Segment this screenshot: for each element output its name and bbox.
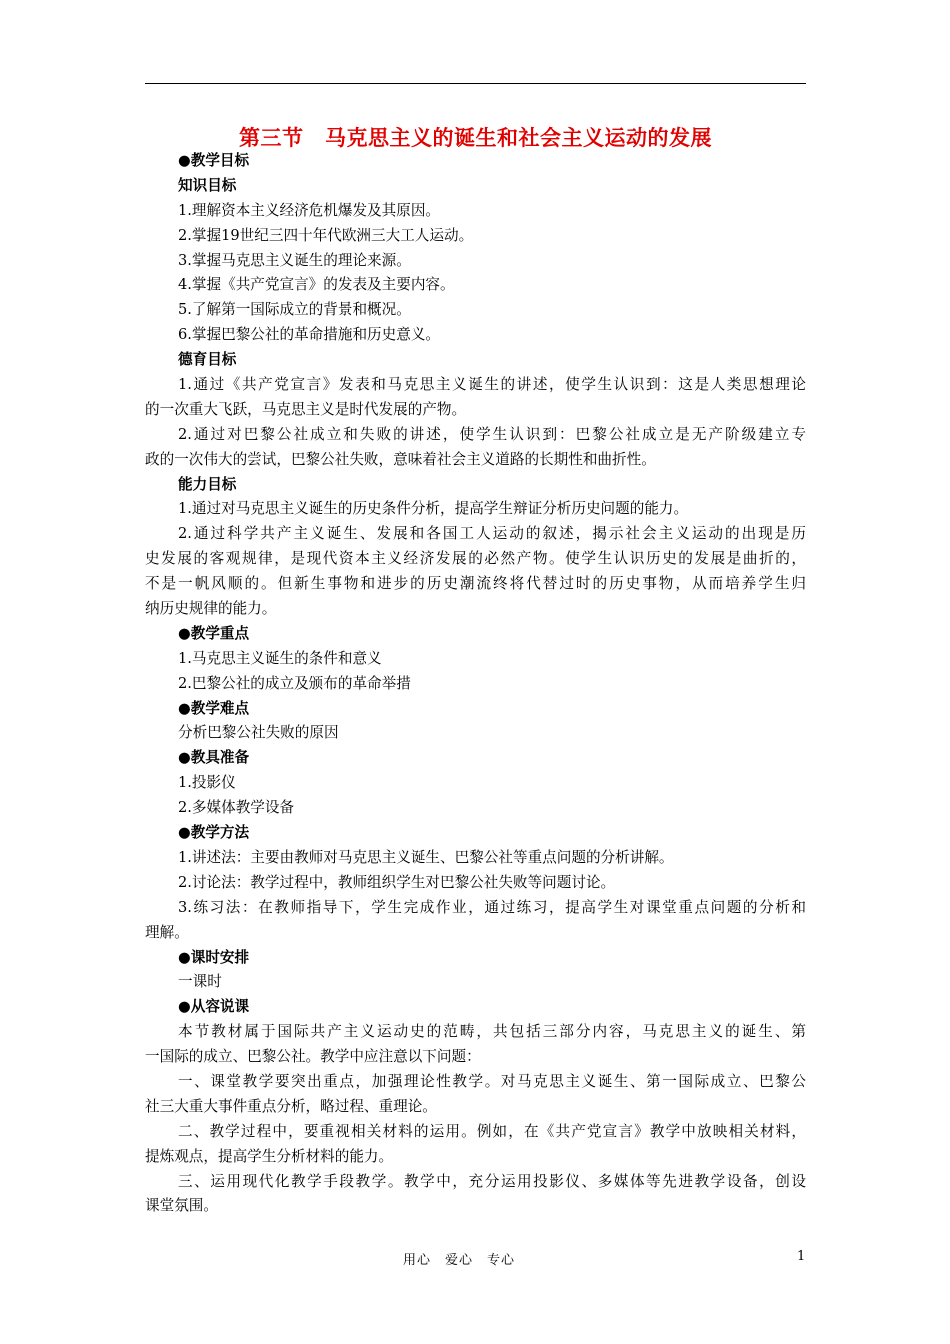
text-line: 不是一帆风顺的。但新生事物和进步的历史潮流终将代替过时的历史事物，从而培养学生归 [145,575,806,593]
footer-text: 用心 爱心 专心 [403,1253,516,1268]
text-line: 三、运用现代化教学手段教学。教学中，充分运用投影仪、多媒体等先进教学设备，创设 [178,1172,806,1190]
text-line: 1.通过对马克思主义诞生的历史条件分析，提高学生辩证分析历史问题的能力。 [178,500,689,518]
text-line: 1.讲述法：主要由教师对马克思主义诞生、巴黎公社等重点问题的分析讲解。 [178,848,674,866]
text-line: 5.了解第一国际成立的背景和概况。 [178,301,411,319]
text-line: 2.通过对巴黎公社成立和失败的讲述，使学生认识到：巴黎公社成立是无产阶级建立专 [178,425,806,443]
text-line: 一课时 [178,973,222,991]
text-line: 4.掌握《共产党宣言》的发表及主要内容。 [178,276,455,294]
section-heading: ●教学方法 [178,824,250,842]
text-line: 2.多媒体教学设备 [178,799,295,817]
text-line: 1.通过《共产党宣言》发表和马克思主义诞生的讲述，使学生认识到：这是人类思想理论 [178,376,806,394]
text-line: 2.巴黎公社的成立及颁布的革命举措 [178,674,411,692]
section-heading: 德育目标 [178,351,237,369]
section-heading: ●从容说课 [178,998,250,1016]
text-line: 6.掌握巴黎公社的革命措施和历史意义。 [178,326,441,344]
section-heading: ●课时安排 [178,948,250,966]
text-line: 史发展的客观规律，是现代资本主义经济发展的必然产物。使学生认识历史的发展是曲折的， [145,550,806,568]
text-line: 纳历史规律的能力。 [145,600,277,618]
document-body [145,149,806,1219]
text-line: 一、课堂教学要突出重点，加强理论性教学。对马克思主义诞生、第一国际成立、巴黎公 [178,1072,806,1090]
text-line: 3.掌握马克思主义诞生的理论来源。 [178,251,411,269]
text-line: 3.练习法：在教师指导下，学生完成作业，通过练习，提高学生对课堂重点问题的分析和 [178,898,806,916]
section-title: 第三节 马克思主义的诞生和社会主义运动的发展 [239,126,712,150]
section-heading: ●教学重点 [178,624,250,642]
section-heading: ●教学难点 [178,699,250,717]
text-line: 提炼观点，提高学生分析材料的能力。 [145,1147,394,1165]
text-line: 课堂氛围。 [145,1197,218,1215]
text-line: 2.掌握19世纪三四十年代欧洲三大工人运动。 [178,226,474,244]
text-line: 二、教学过程中，要重视相关材料的运用。例如，在《共产党宣言》教学中放映相关材料， [178,1122,806,1140]
page-number: 1 [797,1249,806,1264]
text-line: 本节教材属于国际共产主义运动史的范畴，共包括三部分内容，马克思主义的诞生、第 [178,1023,806,1041]
text-line: 1.马克思主义诞生的条件和意义 [178,649,382,667]
section-heading: 能力目标 [178,475,237,493]
text-line: 政的一次伟大的尝试，巴黎公社失败，意味着社会主义道路的长期性和曲折性。 [145,450,656,468]
header-rule [145,83,806,84]
text-line: 社三大重大事件重点分析，略过程、重理论。 [145,1097,437,1115]
text-line: 理解。 [145,923,189,941]
text-line: 1.理解资本主义经济危机爆发及其原因。 [178,201,441,219]
section-heading: 知识目标 [178,176,237,194]
text-line: 1.投影仪 [178,774,236,792]
text-line: 分析巴黎公社失败的原因 [178,724,339,742]
text-line: 的一次重大飞跃，马克思主义是时代发展的产物。 [145,400,467,418]
text-line: 2.讨论法：教学过程中，教师组织学生对巴黎公社失败等问题讨论。 [178,873,616,891]
section-heading: ●教具准备 [178,749,250,767]
text-line: 一国际的成立、巴黎公社。教学中应注意以下问题： [145,1048,481,1066]
section-heading: ●教学目标 [178,152,250,169]
text-line: 2.通过科学共产主义诞生、发展和各国工人运动的叙述，揭示社会主义运动的出现是历 [178,525,806,543]
